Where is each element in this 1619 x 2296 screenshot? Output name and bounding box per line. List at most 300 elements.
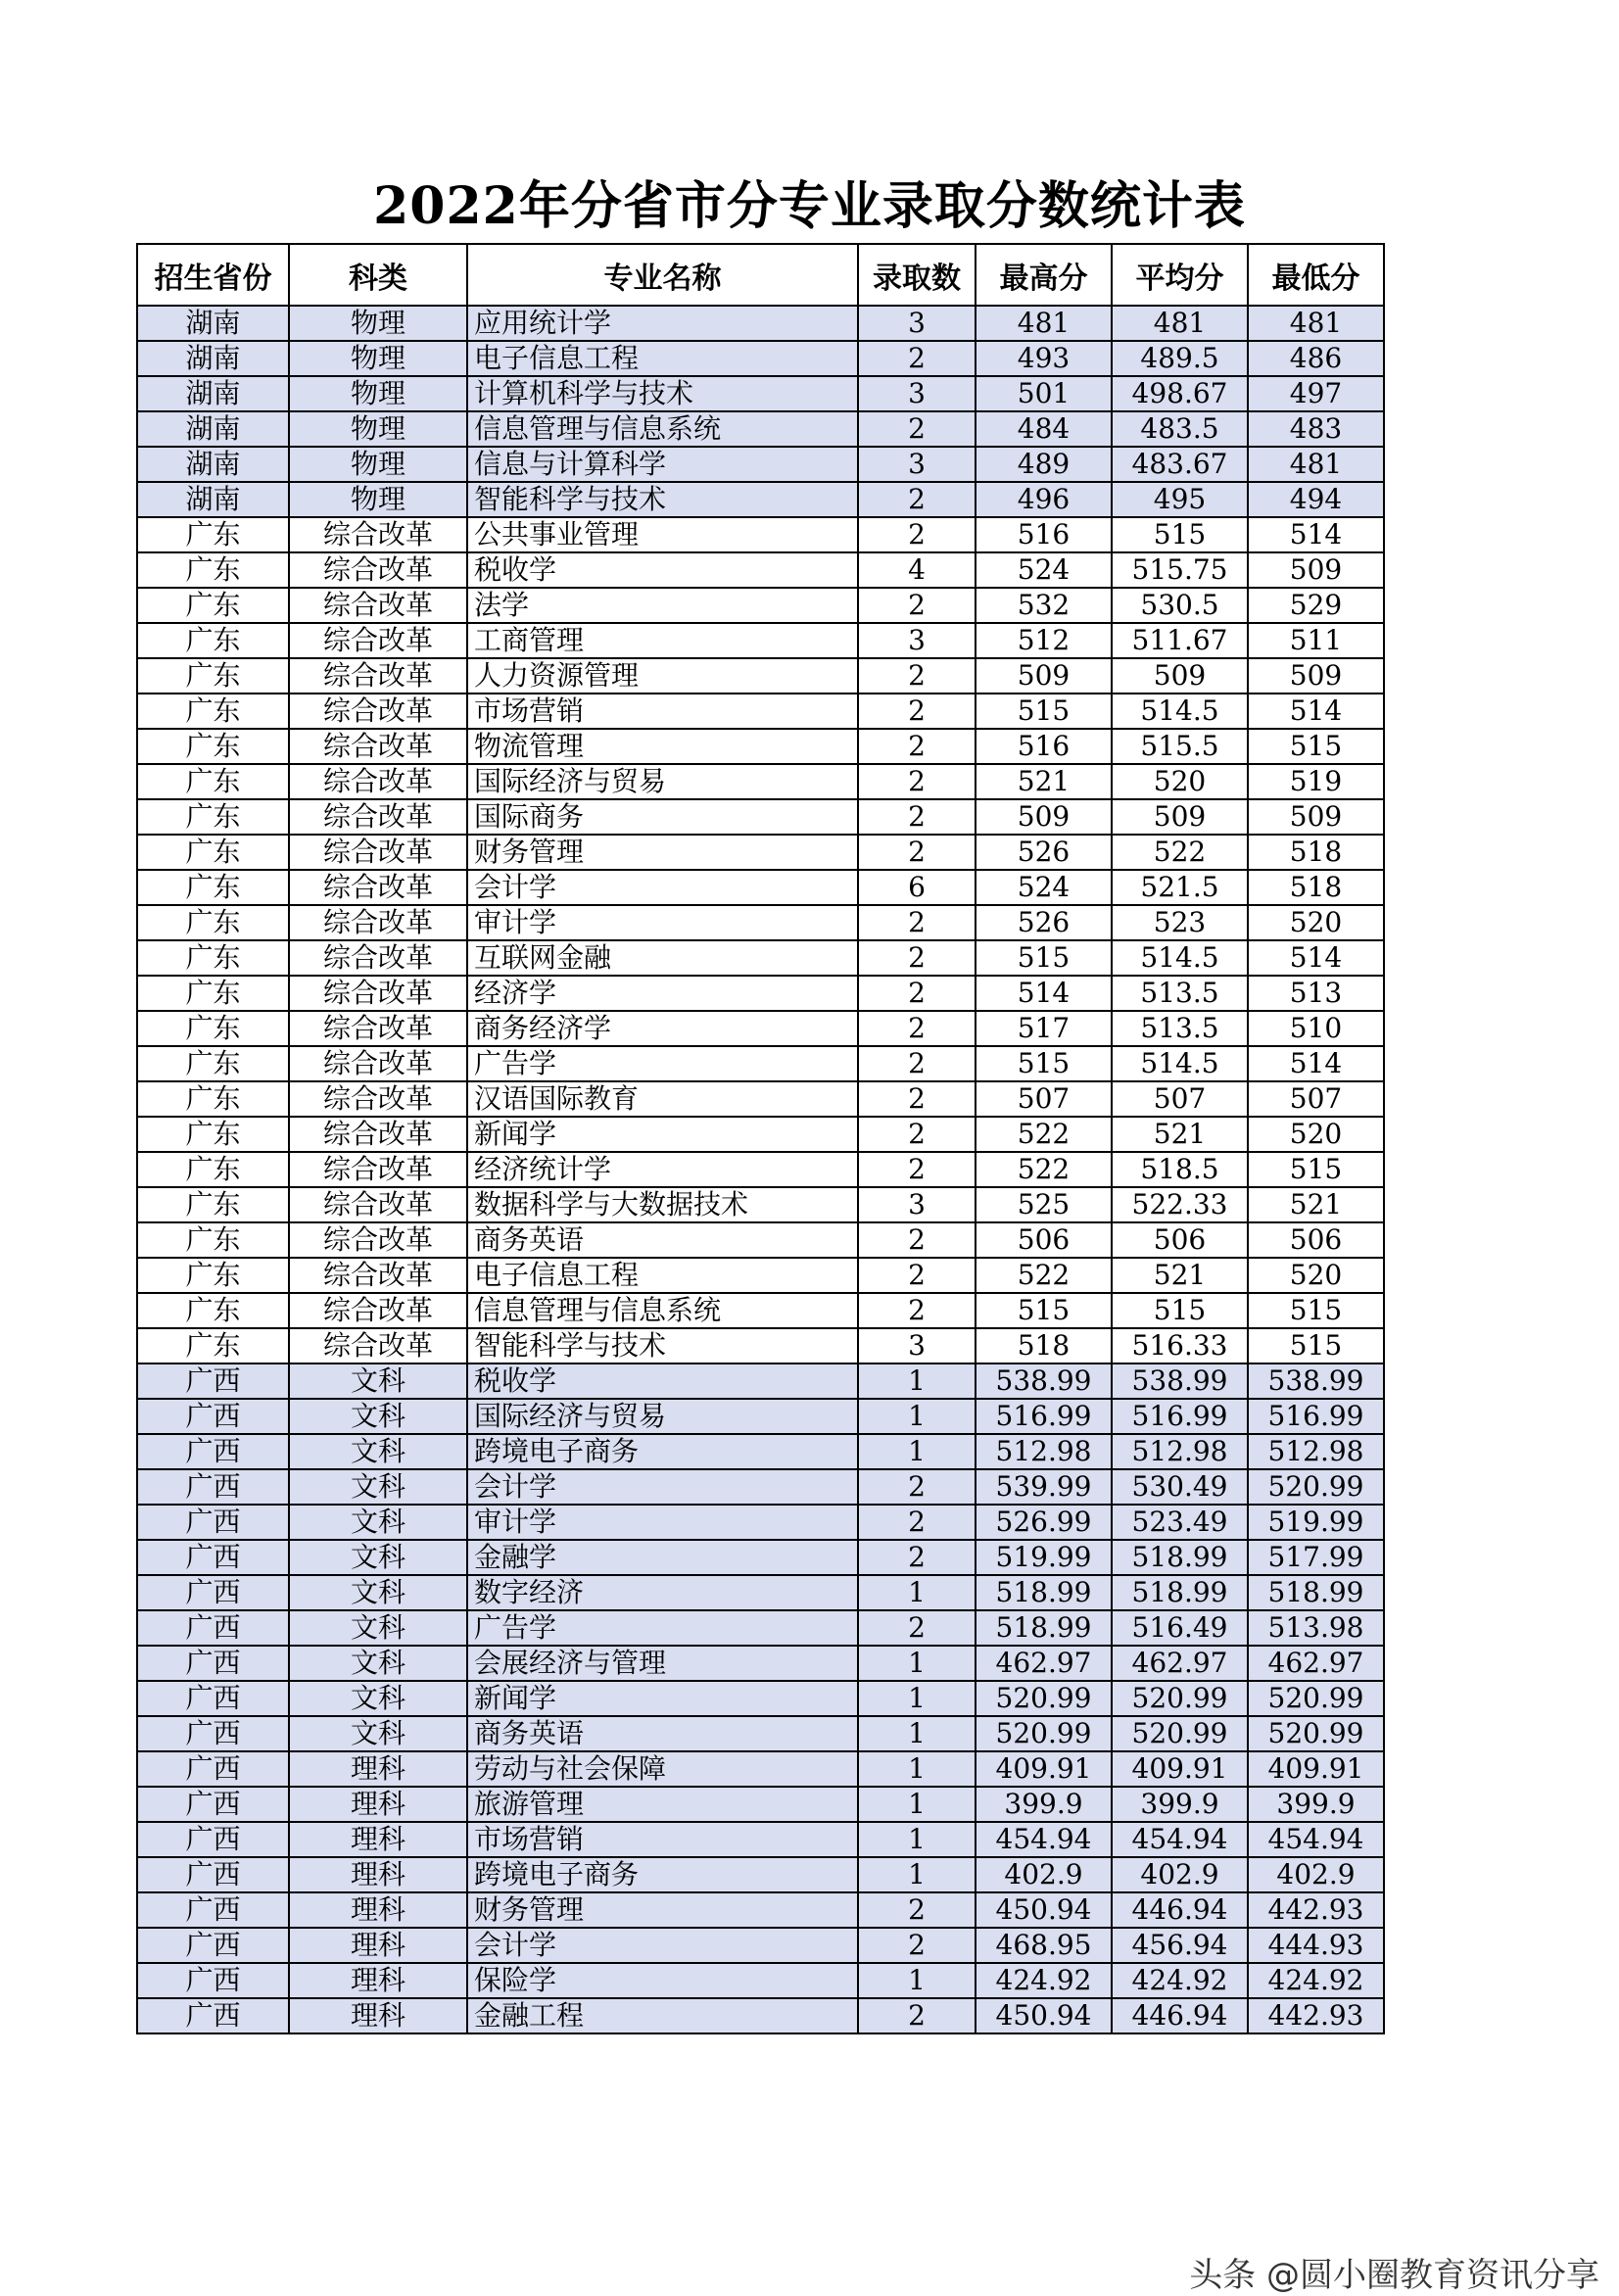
cell-count: 2 (858, 1505, 976, 1540)
cell-min-score: 509 (1248, 799, 1384, 835)
cell-province: 广西 (137, 1963, 289, 1998)
table-row (137, 1399, 1384, 1434)
cell-category: 综合改革 (289, 658, 467, 694)
cell-province: 广东 (137, 694, 289, 729)
cell-major: 财务管理 (467, 1892, 858, 1928)
cell-major: 市场营销 (467, 1822, 858, 1857)
cell-max-score: 481 (976, 306, 1112, 341)
cell-major: 保险学 (467, 1963, 858, 1998)
cell-avg-score: 530.49 (1112, 1469, 1248, 1505)
table-row (137, 1575, 1384, 1610)
cell-count: 2 (858, 1011, 976, 1046)
cell-max-score: 512 (976, 623, 1112, 658)
cell-max-score: 454.94 (976, 1822, 1112, 1857)
cell-min-score: 514 (1248, 694, 1384, 729)
table-row (137, 588, 1384, 623)
cell-category: 综合改革 (289, 729, 467, 764)
cell-count: 2 (858, 588, 976, 623)
cell-count: 2 (858, 658, 976, 694)
cell-major: 税收学 (467, 1363, 858, 1399)
cell-category: 文科 (289, 1469, 467, 1505)
cell-min-score: 521 (1248, 1187, 1384, 1222)
table-header-row (137, 244, 1384, 306)
table-row (137, 835, 1384, 870)
cell-min-score: 513.98 (1248, 1610, 1384, 1646)
cell-avg-score: 516.49 (1112, 1610, 1248, 1646)
cell-category: 物理 (289, 341, 467, 376)
cell-major: 公共事业管理 (467, 517, 858, 552)
table-row (137, 976, 1384, 1011)
table-body (137, 306, 1384, 2033)
cell-category: 综合改革 (289, 1222, 467, 1258)
cell-province: 广东 (137, 552, 289, 588)
cell-min-score: 516.99 (1248, 1399, 1384, 1434)
cell-province: 广西 (137, 1681, 289, 1716)
cell-min-score: 518 (1248, 835, 1384, 870)
cell-major: 广告学 (467, 1610, 858, 1646)
cell-min-score: 520 (1248, 1258, 1384, 1293)
column-header-avg-score: 平均分 (1112, 244, 1248, 306)
cell-category: 物理 (289, 482, 467, 517)
table-row (137, 623, 1384, 658)
table-row (137, 447, 1384, 482)
cell-min-score: 444.93 (1248, 1928, 1384, 1963)
cell-max-score: 512.98 (976, 1434, 1112, 1469)
cell-category: 综合改革 (289, 940, 467, 976)
cell-category: 理科 (289, 1857, 467, 1892)
cell-avg-score: 454.94 (1112, 1822, 1248, 1857)
cell-major: 数字经济 (467, 1575, 858, 1610)
cell-province: 湖南 (137, 411, 289, 447)
table-row (137, 341, 1384, 376)
cell-avg-score: 512.98 (1112, 1434, 1248, 1469)
cell-province: 广东 (137, 835, 289, 870)
cell-category: 综合改革 (289, 588, 467, 623)
cell-major: 会计学 (467, 1469, 858, 1505)
cell-province: 广东 (137, 588, 289, 623)
cell-max-score: 539.99 (976, 1469, 1112, 1505)
cell-major: 经济学 (467, 976, 858, 1011)
column-header-major: 专业名称 (467, 244, 858, 306)
table-row (137, 1751, 1384, 1787)
cell-count: 1 (858, 1363, 976, 1399)
cell-max-score: 507 (976, 1081, 1112, 1117)
cell-category: 综合改革 (289, 1011, 467, 1046)
cell-max-score: 484 (976, 411, 1112, 447)
cell-avg-score: 521 (1112, 1117, 1248, 1152)
cell-major: 经济统计学 (467, 1152, 858, 1187)
cell-min-score: 494 (1248, 482, 1384, 517)
cell-max-score: 526 (976, 905, 1112, 940)
cell-province: 广东 (137, 905, 289, 940)
cell-province: 广西 (137, 1751, 289, 1787)
cell-province: 湖南 (137, 376, 289, 411)
cell-avg-score: 402.9 (1112, 1857, 1248, 1892)
column-header-min-score: 最低分 (1248, 244, 1384, 306)
cell-min-score: 518.99 (1248, 1575, 1384, 1610)
cell-count: 2 (858, 1469, 976, 1505)
cell-category: 综合改革 (289, 1258, 467, 1293)
table-row (137, 482, 1384, 517)
cell-category: 文科 (289, 1575, 467, 1610)
cell-avg-score: 498.67 (1112, 376, 1248, 411)
cell-max-score: 526.99 (976, 1505, 1112, 1540)
cell-avg-score: 520 (1112, 764, 1248, 799)
cell-avg-score: 495 (1112, 482, 1248, 517)
cell-major: 人力资源管理 (467, 658, 858, 694)
cell-province: 广东 (137, 623, 289, 658)
cell-major: 审计学 (467, 905, 858, 940)
cell-avg-score: 507 (1112, 1081, 1248, 1117)
cell-max-score: 462.97 (976, 1646, 1112, 1681)
table-row (137, 1857, 1384, 1892)
table-row (137, 1646, 1384, 1681)
cell-province: 广东 (137, 1293, 289, 1328)
cell-count: 1 (858, 1963, 976, 1998)
cell-avg-score: 424.92 (1112, 1963, 1248, 1998)
cell-province: 广东 (137, 764, 289, 799)
cell-province: 广东 (137, 1187, 289, 1222)
cell-min-score: 454.94 (1248, 1822, 1384, 1857)
cell-min-score: 514 (1248, 517, 1384, 552)
cell-max-score: 450.94 (976, 1892, 1112, 1928)
cell-major: 跨境电子商务 (467, 1857, 858, 1892)
cell-province: 广西 (137, 1822, 289, 1857)
cell-province: 广东 (137, 1081, 289, 1117)
cell-min-score: 520.99 (1248, 1681, 1384, 1716)
cell-category: 综合改革 (289, 870, 467, 905)
cell-min-score: 486 (1248, 341, 1384, 376)
cell-count: 2 (858, 1258, 976, 1293)
cell-avg-score: 456.94 (1112, 1928, 1248, 1963)
cell-count: 1 (858, 1646, 976, 1681)
table-row (137, 1046, 1384, 1081)
cell-max-score: 515 (976, 940, 1112, 976)
cell-min-score: 514 (1248, 1046, 1384, 1081)
cell-max-score: 515 (976, 1293, 1112, 1328)
cell-max-score: 514 (976, 976, 1112, 1011)
cell-min-score: 483 (1248, 411, 1384, 447)
cell-category: 综合改革 (289, 1293, 467, 1328)
cell-max-score: 402.9 (976, 1857, 1112, 1892)
cell-category: 综合改革 (289, 1152, 467, 1187)
cell-province: 广西 (137, 1646, 289, 1681)
cell-count: 1 (858, 1434, 976, 1469)
cell-category: 文科 (289, 1399, 467, 1434)
cell-min-score: 519.99 (1248, 1505, 1384, 1540)
cell-major: 会展经济与管理 (467, 1646, 858, 1681)
cell-province: 湖南 (137, 306, 289, 341)
table-row (137, 1187, 1384, 1222)
cell-min-score: 481 (1248, 447, 1384, 482)
cell-category: 理科 (289, 1751, 467, 1787)
column-header-max-score: 最高分 (976, 244, 1112, 306)
cell-max-score: 509 (976, 799, 1112, 835)
cell-min-score: 462.97 (1248, 1646, 1384, 1681)
cell-category: 文科 (289, 1434, 467, 1469)
cell-province: 湖南 (137, 447, 289, 482)
table-row (137, 729, 1384, 764)
cell-major: 跨境电子商务 (467, 1434, 858, 1469)
cell-category: 理科 (289, 1998, 467, 2033)
cell-category: 物理 (289, 447, 467, 482)
cell-major: 信息管理与信息系统 (467, 1293, 858, 1328)
cell-category: 综合改革 (289, 835, 467, 870)
table-row (137, 1822, 1384, 1857)
cell-avg-score: 515.5 (1112, 729, 1248, 764)
cell-avg-score: 523.49 (1112, 1505, 1248, 1540)
cell-count: 2 (858, 976, 976, 1011)
cell-count: 2 (858, 1222, 976, 1258)
cell-province: 广西 (137, 1540, 289, 1575)
cell-avg-score: 516.99 (1112, 1399, 1248, 1434)
cell-max-score: 515 (976, 694, 1112, 729)
cell-province: 广西 (137, 1399, 289, 1434)
cell-max-score: 515 (976, 1046, 1112, 1081)
cell-avg-score: 521.5 (1112, 870, 1248, 905)
cell-avg-score: 520.99 (1112, 1681, 1248, 1716)
cell-count: 3 (858, 447, 976, 482)
cell-avg-score: 446.94 (1112, 1998, 1248, 2033)
cell-count: 2 (858, 411, 976, 447)
cell-max-score: 489 (976, 447, 1112, 482)
cell-count: 1 (858, 1787, 976, 1822)
cell-province: 广西 (137, 1434, 289, 1469)
cell-avg-score: 399.9 (1112, 1787, 1248, 1822)
cell-province: 广东 (137, 1328, 289, 1363)
cell-category: 综合改革 (289, 1117, 467, 1152)
cell-min-score: 409.91 (1248, 1751, 1384, 1787)
cell-province: 广东 (137, 870, 289, 905)
cell-count: 1 (858, 1681, 976, 1716)
cell-province: 广西 (137, 1716, 289, 1751)
cell-avg-score: 515 (1112, 1293, 1248, 1328)
cell-province: 广东 (137, 658, 289, 694)
cell-province: 广东 (137, 1011, 289, 1046)
table-row (137, 764, 1384, 799)
cell-count: 2 (858, 694, 976, 729)
cell-max-score: 518.99 (976, 1575, 1112, 1610)
cell-avg-score: 515.75 (1112, 552, 1248, 588)
cell-max-score: 524 (976, 552, 1112, 588)
cell-major: 数据科学与大数据技术 (467, 1187, 858, 1222)
cell-major: 汉语国际教育 (467, 1081, 858, 1117)
cell-category: 综合改革 (289, 905, 467, 940)
cell-category: 文科 (289, 1363, 467, 1399)
table-row (137, 1610, 1384, 1646)
cell-major: 互联网金融 (467, 940, 858, 976)
cell-category: 文科 (289, 1681, 467, 1716)
page-title: 2022年分省市分专业录取分数统计表 (373, 176, 1246, 236)
cell-min-score: 520 (1248, 905, 1384, 940)
cell-count: 2 (858, 1540, 976, 1575)
cell-count: 2 (858, 1892, 976, 1928)
cell-avg-score: 514.5 (1112, 940, 1248, 976)
cell-province: 湖南 (137, 482, 289, 517)
cell-major: 电子信息工程 (467, 1258, 858, 1293)
cell-province: 湖南 (137, 341, 289, 376)
cell-category: 文科 (289, 1505, 467, 1540)
cell-avg-score: 518.99 (1112, 1540, 1248, 1575)
cell-category: 物理 (289, 306, 467, 341)
cell-province: 广东 (137, 1258, 289, 1293)
table-row (137, 1293, 1384, 1328)
cell-min-score: 424.92 (1248, 1963, 1384, 1998)
cell-count: 1 (858, 1716, 976, 1751)
table-row (137, 1011, 1384, 1046)
cell-major: 智能科学与技术 (467, 1328, 858, 1363)
cell-category: 综合改革 (289, 517, 467, 552)
table-row (137, 1892, 1384, 1928)
table-row (137, 1434, 1384, 1469)
admission-score-table (136, 243, 1385, 2034)
cell-province: 广东 (137, 1222, 289, 1258)
cell-province: 广西 (137, 1575, 289, 1610)
cell-avg-score: 515 (1112, 517, 1248, 552)
cell-max-score: 424.92 (976, 1963, 1112, 1998)
cell-province: 广西 (137, 1469, 289, 1505)
cell-min-score: 514 (1248, 940, 1384, 976)
cell-province: 广西 (137, 1787, 289, 1822)
cell-min-score: 515 (1248, 1328, 1384, 1363)
cell-avg-score: 513.5 (1112, 976, 1248, 1011)
cell-major: 应用统计学 (467, 306, 858, 341)
cell-major: 会计学 (467, 1928, 858, 1963)
cell-min-score: 519 (1248, 764, 1384, 799)
cell-count: 2 (858, 517, 976, 552)
cell-max-score: 521 (976, 764, 1112, 799)
cell-count: 3 (858, 306, 976, 341)
cell-min-score: 515 (1248, 1293, 1384, 1328)
cell-max-score: 506 (976, 1222, 1112, 1258)
table-row (137, 870, 1384, 905)
cell-major: 工商管理 (467, 623, 858, 658)
cell-province: 广东 (137, 729, 289, 764)
cell-major: 金融工程 (467, 1998, 858, 2033)
cell-avg-score: 518.5 (1112, 1152, 1248, 1187)
cell-major: 新闻学 (467, 1681, 858, 1716)
cell-avg-score: 522.33 (1112, 1187, 1248, 1222)
cell-max-score: 509 (976, 658, 1112, 694)
cell-avg-score: 509 (1112, 799, 1248, 835)
column-header-category: 科类 (289, 244, 467, 306)
cell-avg-score: 489.5 (1112, 341, 1248, 376)
watermark: 头条 @圆小圈教育资讯分享 (1189, 2256, 1599, 2295)
table-row (137, 376, 1384, 411)
cell-avg-score: 513.5 (1112, 1011, 1248, 1046)
cell-max-score: 468.95 (976, 1928, 1112, 1963)
cell-min-score: 506 (1248, 1222, 1384, 1258)
cell-min-score: 515 (1248, 1152, 1384, 1187)
cell-avg-score: 520.99 (1112, 1716, 1248, 1751)
cell-major: 商务英语 (467, 1716, 858, 1751)
cell-min-score: 510 (1248, 1011, 1384, 1046)
cell-avg-score: 522 (1112, 835, 1248, 870)
table-row (137, 1222, 1384, 1258)
cell-avg-score: 516.33 (1112, 1328, 1248, 1363)
cell-major: 新闻学 (467, 1117, 858, 1152)
cell-count: 2 (858, 1046, 976, 1081)
cell-max-score: 517 (976, 1011, 1112, 1046)
cell-category: 理科 (289, 1822, 467, 1857)
cell-max-score: 501 (976, 376, 1112, 411)
cell-province: 广西 (137, 1928, 289, 1963)
cell-major: 商务英语 (467, 1222, 858, 1258)
cell-count: 2 (858, 482, 976, 517)
cell-category: 综合改革 (289, 764, 467, 799)
cell-min-score: 481 (1248, 306, 1384, 341)
cell-avg-score: 462.97 (1112, 1646, 1248, 1681)
cell-category: 综合改革 (289, 799, 467, 835)
cell-major: 广告学 (467, 1046, 858, 1081)
cell-province: 广西 (137, 1998, 289, 2033)
cell-count: 2 (858, 1117, 976, 1152)
cell-count: 1 (858, 1857, 976, 1892)
cell-avg-score: 518.99 (1112, 1575, 1248, 1610)
cell-category: 综合改革 (289, 1046, 467, 1081)
cell-max-score: 518 (976, 1328, 1112, 1363)
cell-min-score: 517.99 (1248, 1540, 1384, 1575)
cell-category: 综合改革 (289, 1328, 467, 1363)
cell-min-score: 518 (1248, 870, 1384, 905)
table-row (137, 1928, 1384, 1963)
cell-count: 2 (858, 1998, 976, 2033)
table-row (137, 1469, 1384, 1505)
cell-count: 3 (858, 623, 976, 658)
cell-province: 广东 (137, 517, 289, 552)
cell-min-score: 442.93 (1248, 1998, 1384, 2033)
table-row (137, 1787, 1384, 1822)
cell-major: 商务经济学 (467, 1011, 858, 1046)
cell-min-score: 497 (1248, 376, 1384, 411)
cell-category: 文科 (289, 1540, 467, 1575)
cell-min-score: 509 (1248, 552, 1384, 588)
cell-major: 税收学 (467, 552, 858, 588)
cell-avg-score: 509 (1112, 658, 1248, 694)
table-row (137, 411, 1384, 447)
table-row (137, 1117, 1384, 1152)
cell-max-score: 524 (976, 870, 1112, 905)
cell-category: 综合改革 (289, 976, 467, 1011)
table-row (137, 1081, 1384, 1117)
cell-max-score: 538.99 (976, 1363, 1112, 1399)
table-row (137, 1963, 1384, 1998)
cell-major: 旅游管理 (467, 1787, 858, 1822)
table-row (137, 694, 1384, 729)
cell-major: 国际商务 (467, 799, 858, 835)
cell-count: 2 (858, 764, 976, 799)
table-row (137, 552, 1384, 588)
cell-count: 4 (858, 552, 976, 588)
cell-province: 广东 (137, 1117, 289, 1152)
cell-count: 2 (858, 905, 976, 940)
cell-category: 理科 (289, 1963, 467, 1998)
cell-major: 审计学 (467, 1505, 858, 1540)
cell-major: 法学 (467, 588, 858, 623)
table-row (137, 940, 1384, 976)
cell-major: 信息管理与信息系统 (467, 411, 858, 447)
table-row (137, 1540, 1384, 1575)
cell-count: 2 (858, 1293, 976, 1328)
cell-major: 会计学 (467, 870, 858, 905)
cell-min-score: 399.9 (1248, 1787, 1384, 1822)
cell-category: 物理 (289, 376, 467, 411)
cell-avg-score: 511.67 (1112, 623, 1248, 658)
cell-major: 金融学 (467, 1540, 858, 1575)
cell-max-score: 518.99 (976, 1610, 1112, 1646)
cell-min-score: 538.99 (1248, 1363, 1384, 1399)
cell-max-score: 525 (976, 1187, 1112, 1222)
